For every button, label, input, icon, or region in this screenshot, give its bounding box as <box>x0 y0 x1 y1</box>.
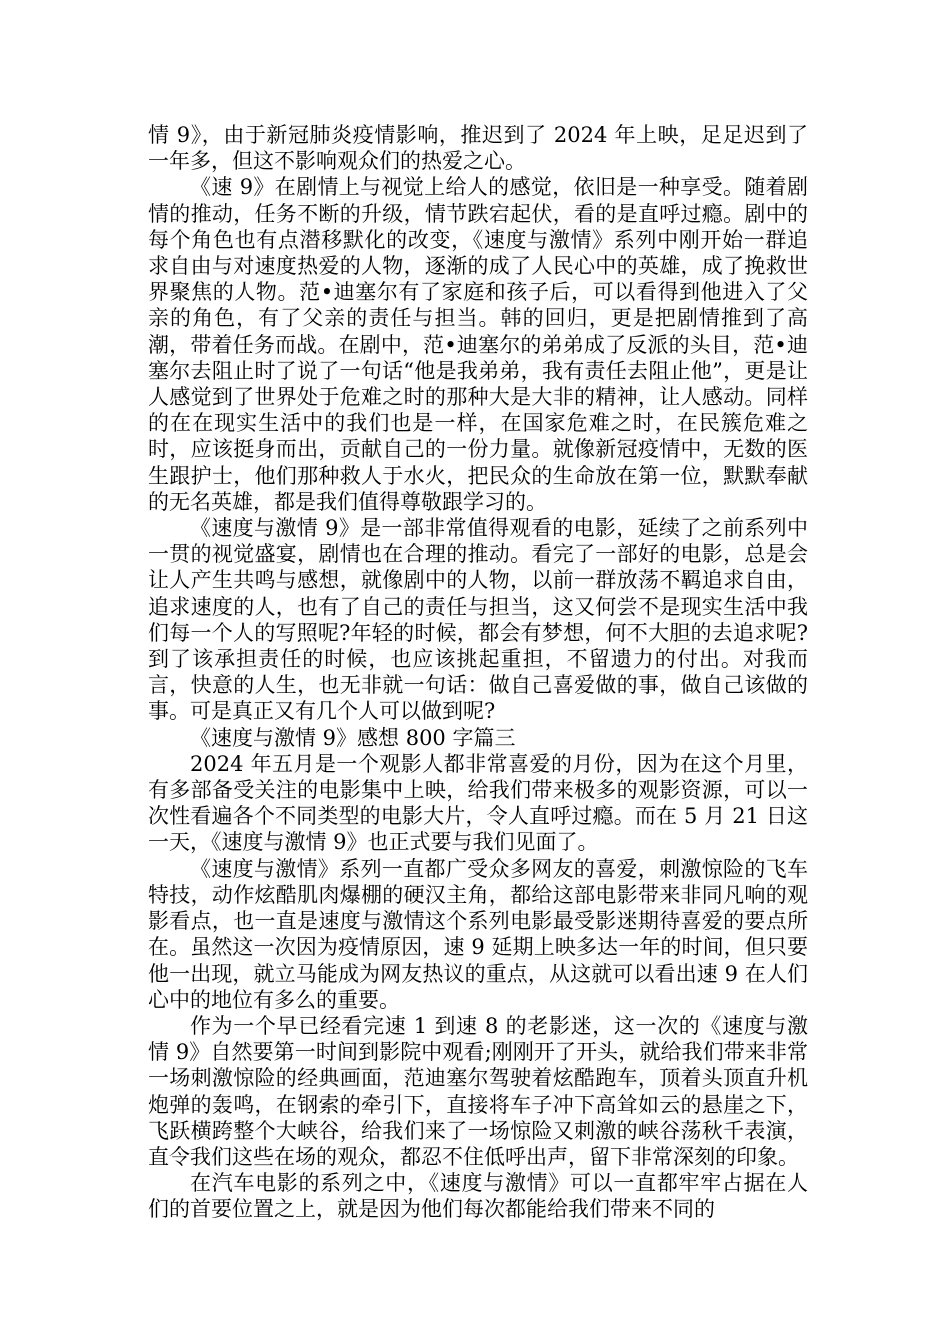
paragraph-series-popularity: 《速度与激情》系列一直都广受众多网友的喜爱，刺激惊险的飞车特技，动作炫酷肌肉爆棚的硬汉主角，都给这部电影带来非同凡响的观影看点，也一直是速度与激情这个系列电影最受影迷期待喜爱的要点所在。虽然这一次因为疫情原因，速 9 延期上映多达一年的时间，但只要他一出现，就立马能成为网友热议的重点，从这就可以看出速 9 在人们心中的地位有多么的重要。 <box>148 856 808 1012</box>
paragraph-continuation: 情 9》，由于新冠肺炎疫情影响，推迟到了 2024 年上映，足足迟到了一年多，但这不影响观众们的热爱之心。 <box>148 123 808 174</box>
document-page <box>148 122 808 1223</box>
paragraph-speed9-impressions: 《速 9》在剧情上与视觉上给人的感觉，依旧是一种享受。随着剧情的推动，任务不断的升级，情节跌宕起伏，看的是直呼过瘾。剧中的每个角色也有点潜移默化的改变，《速度与激情》系列中刚开始一群追求自由与对速度热爱的人物，逐渐的成了人民心中的英雄，成了挽救世界聚焦的人物。范•迪塞尔有了家庭和孩子后，可以看得到他进入了父亲的角色，有了父亲的责任与担当。韩的回归，更是把剧情推到了高潮，带着任务而战。在剧中，范•迪塞尔的弟弟成了反派的头目，范•迪塞尔去阻止时了说了一句话“他是我弟弟，我有责任去阻止他”，更是让人感觉到了世界处于危难之时的那种大是大非的精神，让人感动。同样的在在现实生活中的我们也是一样，在国家危难之时，在民簇危难之时，应该挺身而出，贡献自己的一份力量。就像新冠疫情中，无数的医生跟护士，他们那种救人于水火，把民众的生命放在第一位，默默奉献的无名英雄，都是我们值得尊敬跟学习的。 <box>148 175 808 514</box>
paragraph-worth-watching: 《速度与激情 9》是一部非常值得观看的电影，延续了之前系列中一贯的视觉盛宴，剧情也在合理的推动。看完了一部好的电影，总是会让人产生共鸣与感想，就像剧中的人物，以前一群放荡不羁追求自由，追求速度的人，也有了自己的责任与担当，这又何尝不是现实生活中我们每一个人的写照呢?年轻的时候，都会有梦想，何不大胆的去追求呢?到了该承担责任的时候，也应该挑起重担，不留遗力的付出。对我而言，快意的人生，也无非就一句话：做自己喜爱做的事，做自己该做的事。可是真正又有几个人可以做到呢? <box>148 516 808 724</box>
section-title: 《速度与激情 9》感想 800 字篇三 <box>190 725 516 750</box>
paragraph-old-fan: 作为一个早已经看完速 1 到速 8 的老影迷，这一次的《速度与激情 9》自然要第一时间到影院中观看;刚刚开了开头，就给我们带来非常一场刺激惊险的经典画面，范迪塞尔驾驶着炫酷跑车，顶着头顶直升机炮弹的轰鸣，在钢索的牵引下，直接将车子冲下高耸如云的悬崖之下，飞跃横跨整个大峡谷，给我们来了一场惊险又刺激的峡谷荡秋千表演，直令我们这些在场的观众，都忍不住低呼出声，留下非常深刻的印象。 <box>148 1013 808 1169</box>
paragraph-may-release: 2024 年五月是一个观影人都非常喜爱的月份，因为在这个月里，有多部备受关注的电影集中上映，给我们带来极多的观影资源，可以一次性看遍各个不同类型的电影大片，令人直呼过瘾。而在 5 月 21 日这一天，《速度与激情 9》也正式要与我们见面了。 <box>148 751 808 855</box>
paragraph-car-movies: 在汽车电影的系列之中，《速度与激情》可以一直都牢牢占据在人们的首要位置之上，就是因为他们每次都能给我们带来不同的 <box>148 1171 808 1222</box>
